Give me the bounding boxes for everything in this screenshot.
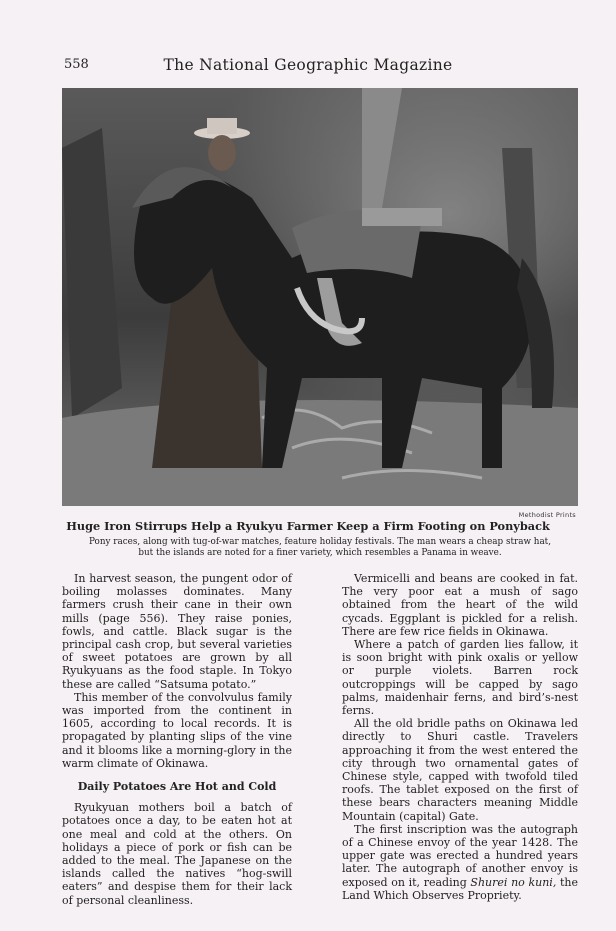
caption-line-2: but the islands are noted for a finer variety, which resembles a Panama in weave. xyxy=(138,548,502,558)
photo-illustration xyxy=(62,88,578,506)
caption-text xyxy=(62,537,578,559)
running-title: The National Geographic Magazine xyxy=(163,56,453,74)
paragraph xyxy=(342,823,578,902)
caption-title: Huge Iron Stirrups Help a Ryukyu Farmer Keep a Firm Footing on Ponyback xyxy=(66,519,550,533)
italic-phrase: Shurei no kuni, xyxy=(470,875,557,889)
paragraph: Where a patch of garden lies fallow, it is soon bright with pink oxalis or yellow or purple violets. Barren rock outcroppings will be capped by sago palms, maidenhair ferns, and bird’s-nest ferns. xyxy=(342,638,578,718)
photo-credit: Methodist Prints xyxy=(518,511,576,519)
text-run: The first inscription was the autograph of a Chinese envoy of the year 1428. The upper gate was erected a hundred years later. The autograph of another envoy is exposed on it, reading xyxy=(342,822,578,889)
paragraph: Ryukyuan mothers boil a batch of potatoes once a day, to be eaten hot at one meal and cold at the others. On holidays a piece of pork or fish can be added to the meal. The Japanese on the islands called the natives “hog-swill eaters” and despise them for their lack of personal cleanliness. xyxy=(62,801,292,907)
text-run: the Land Which Observes Propriety. xyxy=(342,875,578,902)
page-number: 558 xyxy=(64,57,89,72)
paragraph: In harvest season, the pungent odor of boiling molasses dominates. Many farmers crush their cane in their own mills (page 556). They raise ponies, fowls, and cattle. Black sugar is the principal cash crop, but several varieties of sweet potatoes are grown by all Ryukyuans as the food staple. In Tokyo these are called “Satsuma potato.” xyxy=(62,572,292,691)
right-column xyxy=(342,572,578,902)
left-column xyxy=(62,572,292,907)
paragraph: This member of the convolvulus family was imported from the continent in 1605, according to local records. It is propagated by planting slips of the vine and it blooms like a morning-glory in the warm climate of Okinawa. xyxy=(62,690,292,770)
photograph-farmer-pony xyxy=(62,88,578,506)
paragraph: All the old bridle paths on Okinawa led directly to Shuri castle. Travelers approaching it from the west entered the city through two ornamental gates of Chinese style, capped with twofold tiled roofs. The tablet exposed on the first of these bears characters meaning Middle Mountain (capital) Gate. xyxy=(342,717,578,823)
section-subheading: Daily Potatoes Are Hot and Cold xyxy=(77,780,277,794)
paragraph: Vermicelli and beans are cooked in fat. The very poor eat a mush of sago obtained from the heart of the wild cycads. Eggplant is pickled for a relish. There are few rice fields in Okinawa. xyxy=(342,572,578,638)
caption-line-1: Pony races, along with tug-of-war matches, feature holiday festivals. The man wears a cheap straw hat, xyxy=(88,537,552,547)
